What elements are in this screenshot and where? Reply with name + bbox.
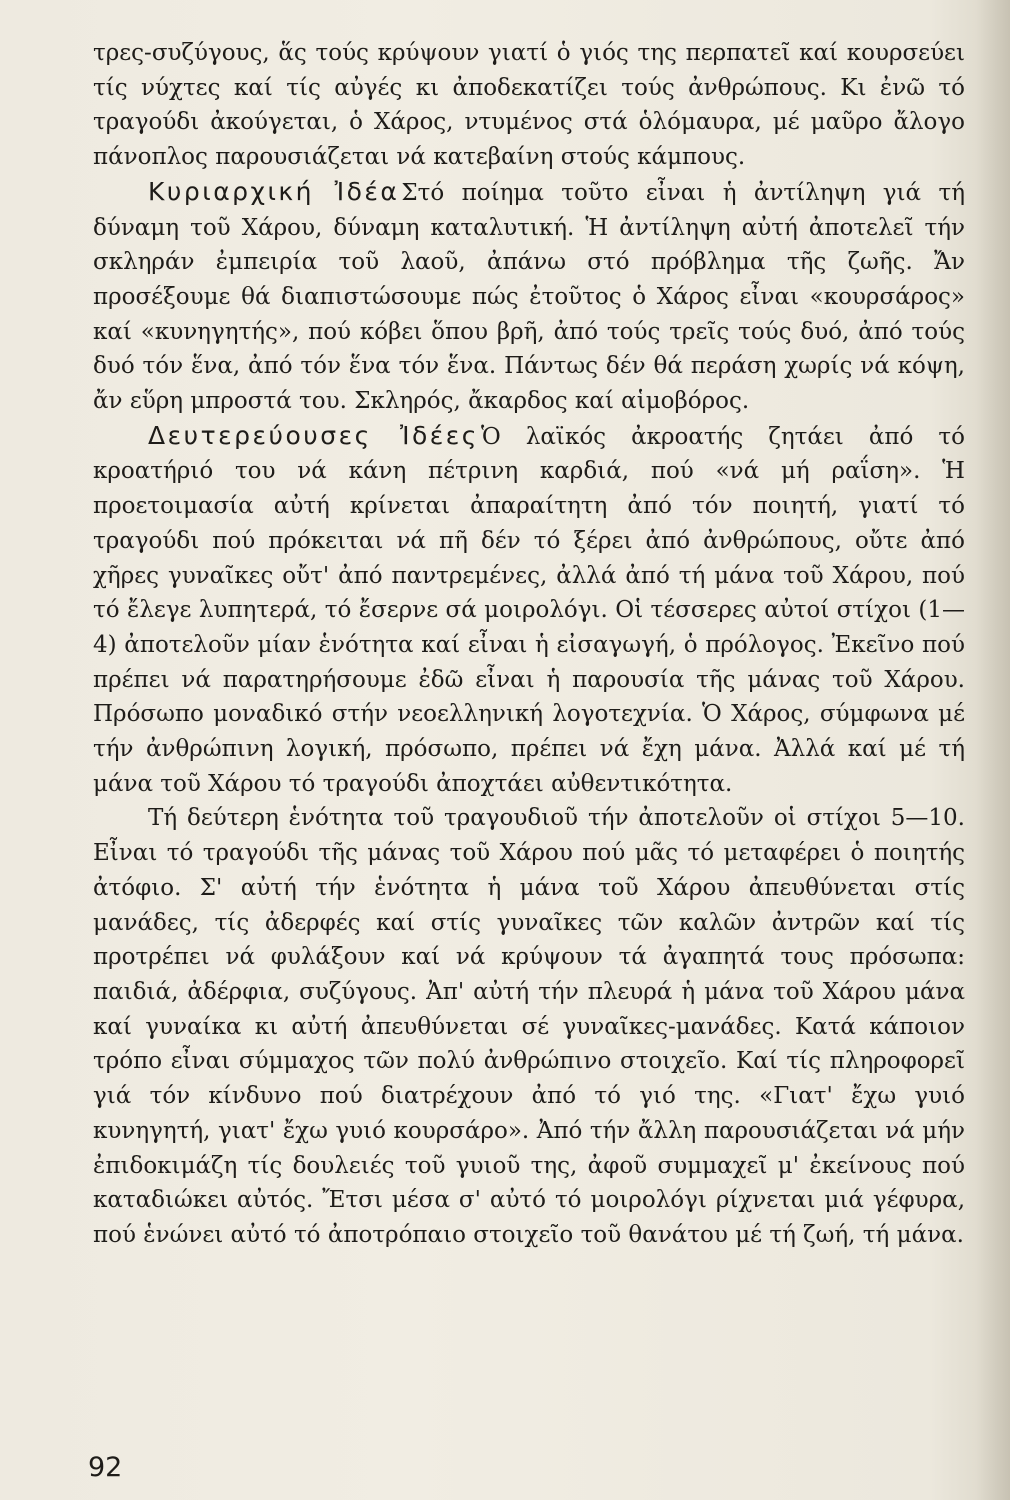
paragraph-text: Στό ποίημα τοῦτο εἶναι ἡ ἀντίληψη γιά τή δύναμη τοῦ Χάρου, δύναμη καταλυτική. Ἡ ἀντίληψη αὐτή ἀποτελεῖ τήν σκληράν ἐμπειρία τοῦ λαοῦ, ἀπάνω στό πρόβλημα τῆς ζωῆς. Ἄν προσέξουμε θά διαπιστώσουμε πώς ἐτοῦτος ὁ Χάρος εἶναι «κουρσάρος» καί «κυνηγητής», πού κόβει ὅπου βρῆ, ἀπό τούς τρεῖς τούς δυό, ἀπό τούς δυό τόν ἕνα, ἀπό τόν ἕνα τόν ἕνα. Πάντως δέν θά περάση χωρίς νά κόψη, ἄν εὕρη μπροστά του. Σκληρός, ἄκαρδος καί αἱμοβόρος.: [93, 179, 965, 415]
paragraph-text: τρες-συζύγους, ἅς τούς κρύψουν γιατί ὁ γιός της περπατεῖ καί κουρσεύει τίς νύχτες καί τίς αὐγές κι ἀποδεκατίζει τούς ἀνθρώπους. Κι ἐνῶ τό τραγούδι ἀκούγεται, ὁ Χάρος, ντυμένος στά ὁλόμαυρα, μέ μαῦρο ἄλογο πάνοπλος παρουσιάζεται νά κατεβαίνη στούς κάμπους.: [93, 40, 965, 171]
paragraph-text: Τή δεύτερη ἑνότητα τοῦ τραγουδιοῦ τήν ἀποτελοῦν οἱ στίχοι 5—10. Εἶναι τό τραγούδι τῆς μάνας τοῦ Χάρου πού μᾶς τό μεταφέρει ὁ ποιητής ἀτόφιο. Σ' αὐτή τήν ἑνότητα ἡ μάνα τοῦ Χάρου ἀπευθύνεται στίς μανάδες, τίς ἀδερφές καί στίς γυναῖκες τῶν καλῶν ἀντρῶν καί τίς προτρέπει νά φυλάξουν καί νά κρύψουν τά ἀγαπητά τους πρόσωπα: παιδιά, ἀδέρφια, συζύγους. Ἀπ' αὐτή τήν πλευρά ἡ μάνα τοῦ Χάρου μάνα καί γυναίκα κι αὐτή ἀπευθύνεται σέ γυναῖκες-μανάδες. Κατά κάποιον τρόπο εἶναι σύμμαχος τῶν πολύ ἀνθρώπινο στοιχεῖο. Καί τίς πληροφορεῖ γιά τόν κίνδυνο πού διατρέχουν ἀπό τό γιό της. «Γιατ' ἔχω γυιό κυνηγητή, γιατ' ἔχω γυιό κουρσάρο». Ἀπό τήν ἄλλη παρουσιάζεται νά μήν ἐπιδοκιμάζη τίς δουλειές τοῦ γυιοῦ της, ἀφοῦ συμμαχεῖ μ' ἐκείνους πού καταδιώκει αὐτός. Ἔτσι μέσα σ' αὐτό τό μοιρολόγι ρίχνεται μιά γέφυρα, πού ἑνώνει αὐτό τό ἀποτρόπαιο στοιχεῖο τοῦ θανάτου μέ τή ζωή, τή μάνα.: [93, 805, 965, 1248]
page-edge-shadow: [976, 0, 1010, 1500]
paragraph-second-unit: [93, 801, 965, 1252]
paragraph-continuation: [93, 36, 965, 175]
page-number: 92: [88, 1452, 123, 1483]
paragraph-main-idea: [93, 175, 965, 419]
section-heading-main-idea: Κυριαρχική Ἰδέα: [148, 176, 400, 206]
paragraph-secondary-ideas: [93, 419, 965, 802]
paragraph-text: Ὁ λαϊκός ἀκροατής ζητάει ἀπό τό κροατήριό του νά κάνη πέτρινη καρδιά, πού «νά μή ραΐση». Ἡ προετοιμασία αὐτή κρίνεται ἀπαραίτητη ἀπό τόν ποιητή, γιατί τό τραγούδι πού πρόκειται νά πῆ δέν τό ξέρει ἀπό ἀνθρώπους, οὔτε ἀπό χῆρες γυναῖκες οὔτ' ἀπό παντρεμένες, ἀλλά ἀπό τή μάνα τοῦ Χάρου, πού τό ἔλεγε λυπητερά, τό ἔσερνε σά μοιρολόγι. Οἱ τέσσερες αὐτοί στίχοι (1—4) ἀποτελοῦν μίαν ἑνότητα καί εἶναι ἡ εἰσαγωγή, ὁ πρόλογος. Ἐκεῖνο πού πρέπει νά παρατηρήσουμε ἐδῶ εἶναι ἡ παρουσία τῆς μάνας τοῦ Χάρου. Πρόσωπο μοναδικό στήν νεοελληνική λογοτεχνία. Ὁ Χάρος, σύμφωνα μέ τήν ἀνθρώπινη λογική, πρόσωπο, πρέπει νά ἔχη μάνα. Ἀλλά καί μέ τή μάνα τοῦ Χάρου τό τραγούδι ἀποχτάει αὐθεντικότητα.: [93, 423, 965, 797]
body-text: [93, 36, 965, 1253]
section-heading-secondary-ideas: Δευτερεύουσες Ἰδέες: [148, 420, 479, 450]
